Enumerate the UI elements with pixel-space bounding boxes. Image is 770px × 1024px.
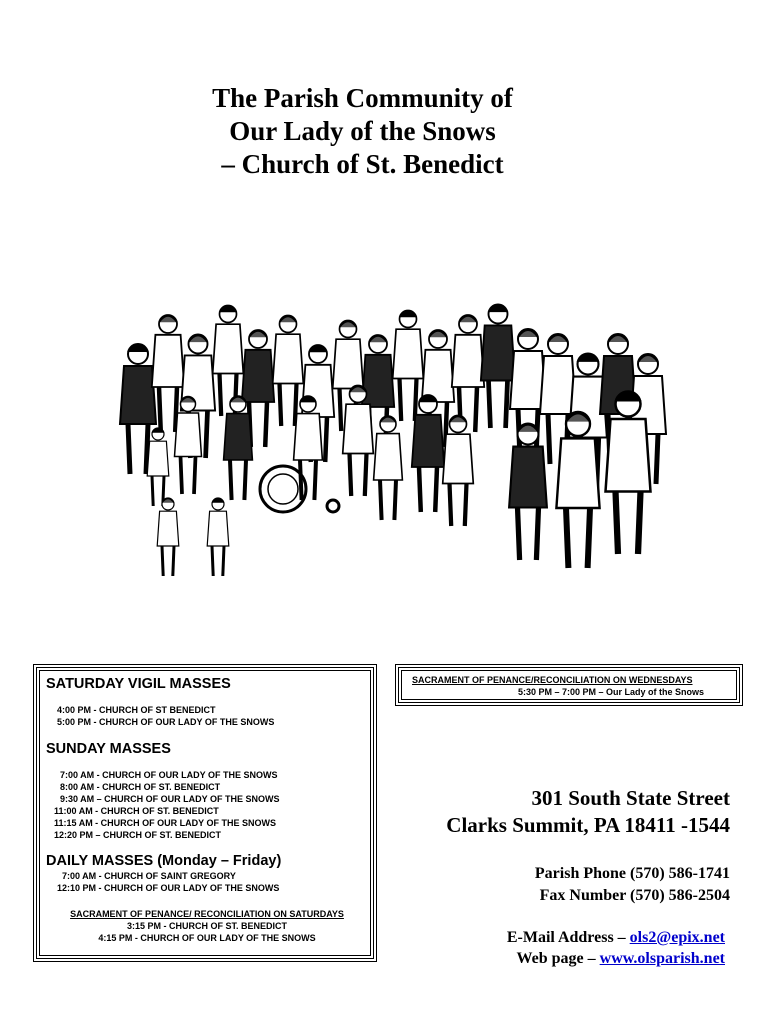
sunday-item: 8:00 AM - CHURCH OF ST. BENEDICT	[60, 782, 221, 792]
title-line-2: Our Lady of the Snows	[229, 116, 496, 146]
web-label: Web page –	[516, 950, 600, 967]
email-link[interactable]: ols2@epix.net	[629, 929, 725, 946]
sunday-item: 7:00 AM - CHURCH OF OUR LADY OF THE SNOWS	[60, 770, 278, 780]
daily-item: 12:10 PM - CHURCH OF OUR LADY OF THE SNOWS	[57, 883, 280, 893]
email-label: E-Mail Address –	[506, 929, 630, 946]
daily-item: 7:00 AM - CHURCH OF SAINT GREGORY	[62, 871, 236, 881]
street-address: 301 South State Street	[531, 786, 730, 810]
title-line-3: – Church of St. Benedict	[221, 149, 504, 179]
page-title	[120, 82, 605, 181]
title-line-1: The Parish Community of	[212, 83, 513, 113]
sunday-item: 9:30 AM – CHURCH OF OUR LADY OF THE SNOWS	[60, 794, 280, 804]
daily-heading: DAILY MASSES (Monday – Friday)	[46, 853, 282, 869]
sunday-heading: SUNDAY MASSES	[46, 741, 171, 757]
saturday-item: 5:00 PM - CHURCH OF OUR LADY OF THE SNOWS	[57, 717, 275, 727]
fax-number: Fax Number (570) 586-2504	[539, 887, 730, 904]
city-address: Clarks Summit, PA 18411 -1544	[446, 813, 730, 837]
saturday-penance-heading: SACRAMENT OF PENANCE/ RECONCILIATION ON SATURDAYS	[70, 909, 344, 919]
wednesday-penance-box	[395, 664, 743, 706]
saturday-item: 4:00 PM - CHURCH OF ST BENEDICT	[57, 705, 216, 715]
phone-number: Parish Phone (570) 586-1741	[534, 865, 730, 882]
person-figure	[207, 498, 229, 576]
wednesday-penance-time: 5:30 PM – 7:00 PM – Our Lady of the Snows	[518, 687, 705, 697]
web-line	[517, 950, 725, 968]
sunday-item: 11:00 AM - CHURCH OF ST. BENEDICT	[54, 806, 219, 816]
saturday-heading: SATURDAY VIGIL MASSES	[46, 676, 231, 692]
email-line	[507, 929, 725, 947]
penance-item: 4:15 PM - CHURCH OF OUR LADY OF THE SNOWS	[98, 933, 316, 943]
person-figure	[509, 424, 547, 561]
person-figure	[374, 416, 403, 520]
sunday-item: 12:20 PM – CHURCH OF ST. BENEDICT	[54, 830, 222, 840]
web-link[interactable]: www.olsparish.net	[599, 950, 725, 967]
wednesday-penance-heading: SACRAMENT OF PENANCE/RECONCILIATION ON WEDNESDAYS	[412, 675, 693, 685]
parish-crowd-illustration	[108, 284, 688, 614]
penance-item: 3:15 PM - CHURCH OF ST. BENEDICT	[126, 921, 287, 931]
person-figure	[273, 316, 304, 427]
person-figure	[452, 315, 484, 432]
person-figure	[147, 428, 169, 506]
person-figure	[157, 498, 179, 576]
sunday-item: 11:15 AM - CHURCH OF OUR LADY OF THE SNOWS	[54, 818, 277, 828]
